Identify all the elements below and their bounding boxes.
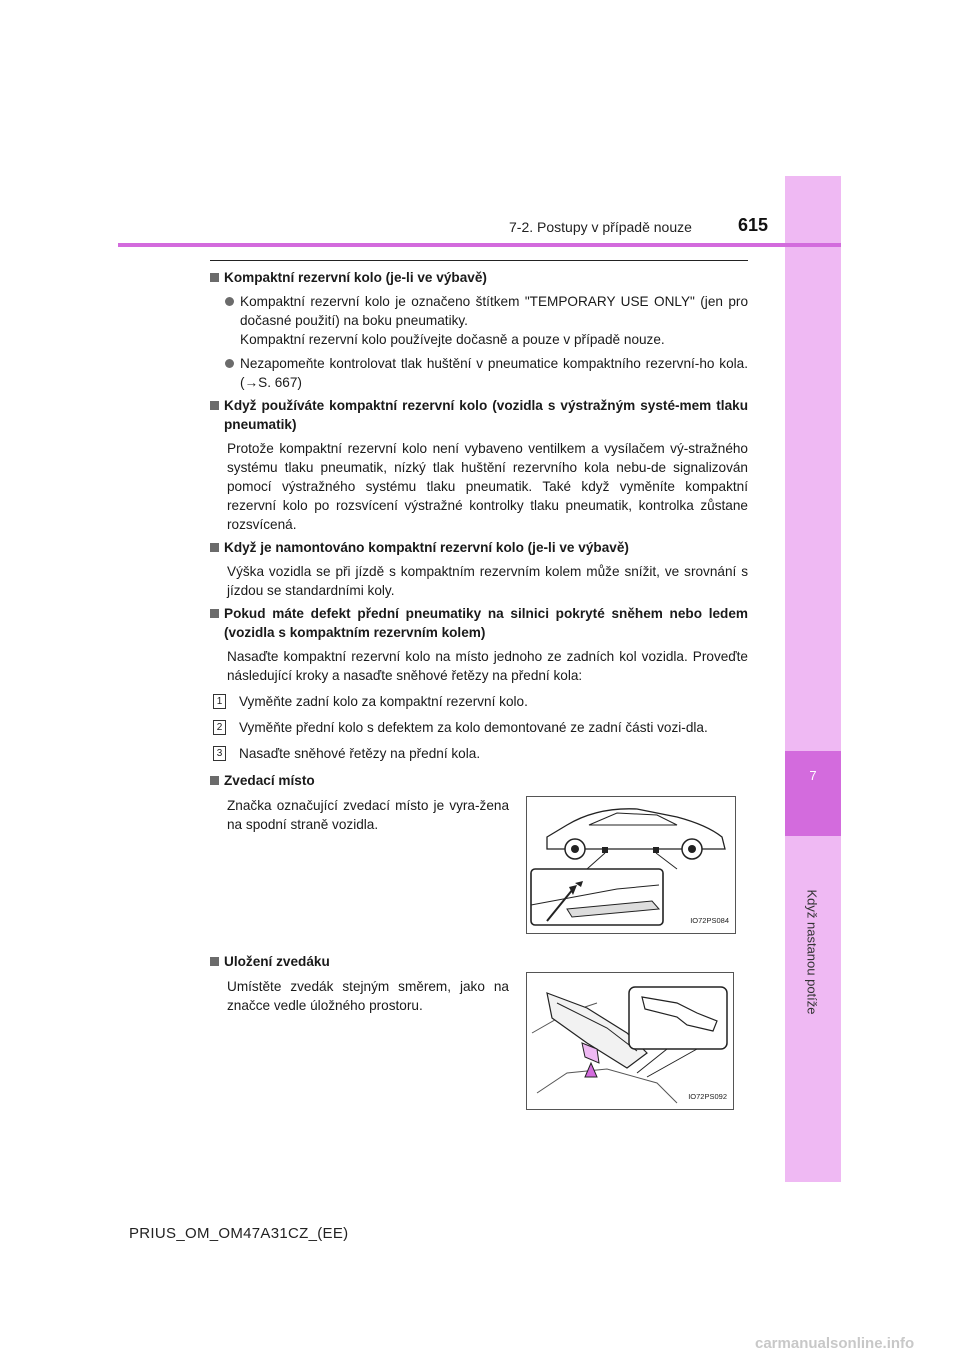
bullet-text: Kompaktní rezervní kolo je označeno štítkem "TEMPORARY USE ONLY" (jen pro dočasné použití) na boku pneumatiky. [240,294,748,328]
section-heading: Zvedací místo [210,771,748,790]
step-number: 3 [213,746,226,761]
paragraph: Protože kompaktní rezervní kolo není vybaveno ventilkem a vysílačem vý-stražného systému tlaku pneumatik, nízký tlak huštění rezervního kola nebu-de signalizován pomocí výstražného systému tlaku pneumatik. Také když vyměníte kompaktní rezervní kolo po rozsvícení výstražné kontrolky tlaku pneumatik, kontrolka zůstane rozsvícená. [227,441,748,532]
chapter-number-tab [785,751,841,836]
bullet-item [210,354,748,392]
content-top-rule [210,260,748,261]
chapter-number: 7 [809,768,817,783]
step-number: 2 [213,720,226,735]
figure-code: IO72PS092 [688,1092,727,1101]
square-bullet-icon [210,273,219,282]
square-bullet-icon [210,543,219,552]
round-bullet-icon [225,297,234,306]
document-code: PRIUS_OM_OM47A31CZ_(EE) [129,1225,349,1242]
header-rule [118,243,841,247]
step-number: 1 [213,694,226,709]
step-item [210,744,748,763]
section-heading: Když je namontováno kompaktní rezervní kolo (je-li ve výbavě) [210,538,748,557]
section-heading: Kompaktní rezervní kolo (je-li ve výbavě) [210,268,748,287]
jack-storage-figure [526,972,734,1110]
round-bullet-icon [225,359,234,368]
section-title: 7-2. Postupy v případě nouze [509,219,692,235]
step-text: Vyměňte zadní kolo za kompaktní rezervní kolo. [239,694,528,709]
page-number: 615 [738,215,769,235]
paragraph: Výška vozidla se při jízdě s kompaktním rezervním kolem může snížit, ve srovnání s jízdou se standardními koly. [227,564,748,598]
figure-row [210,977,748,1127]
bullet-text: Kompaktní rezervní kolo používejte dočasně a pouze v případě nouze. [240,332,665,347]
chapter-side-tab [785,176,841,1182]
section-heading: Pokud máte defekt přední pneumatiky na silnici pokryté sněhem nebo ledem (vozidla s kompaktním rezervním kolem) [210,604,748,642]
bullet-text: Nezapomeňte kontrolovat tlak huštění v pneumatice kompaktního rezervní-ho kola. (→S. 667) [240,356,748,390]
chapter-title: Když nastanou potíže [804,889,820,1015]
section-heading: Uložení zvedáku [210,952,748,971]
square-bullet-icon [210,401,219,410]
square-bullet-icon [210,957,219,966]
page-content [210,264,748,1127]
section-heading: Když používáte kompaktní rezervní kolo (vozidla s výstražným systé-mem tlaku pneumatik) [210,396,748,434]
figure-code: IO72PS084 [690,916,729,925]
square-bullet-icon [210,609,219,618]
watermark: carmanualsonline.info [755,1335,915,1352]
bullet-item [210,292,748,349]
step-item [210,692,748,711]
figure-row [210,796,748,948]
square-bullet-icon [210,776,219,785]
paragraph: Značka označující zvedací místo je vyra-žena na spodní straně vozidla. [227,798,509,832]
paragraph: Umístěte zvedák stejným směrem, jako na značce vedle úložného prostoru. [227,979,509,1013]
jacking-point-figure [526,796,736,934]
step-text: Vyměňte přední kolo s defektem za kolo demontované ze zadní části vozi-dla. [239,720,708,735]
step-text: Nasaďte sněhové řetězy na přední kola. [239,746,481,761]
paragraph: Nasaďte kompaktní rezervní kolo na místo jednoho ze zadních kol vozidla. Proveďte následující kroky a nasaďte sněhové řetězy na přední kola: [227,649,748,683]
step-item [210,718,748,737]
